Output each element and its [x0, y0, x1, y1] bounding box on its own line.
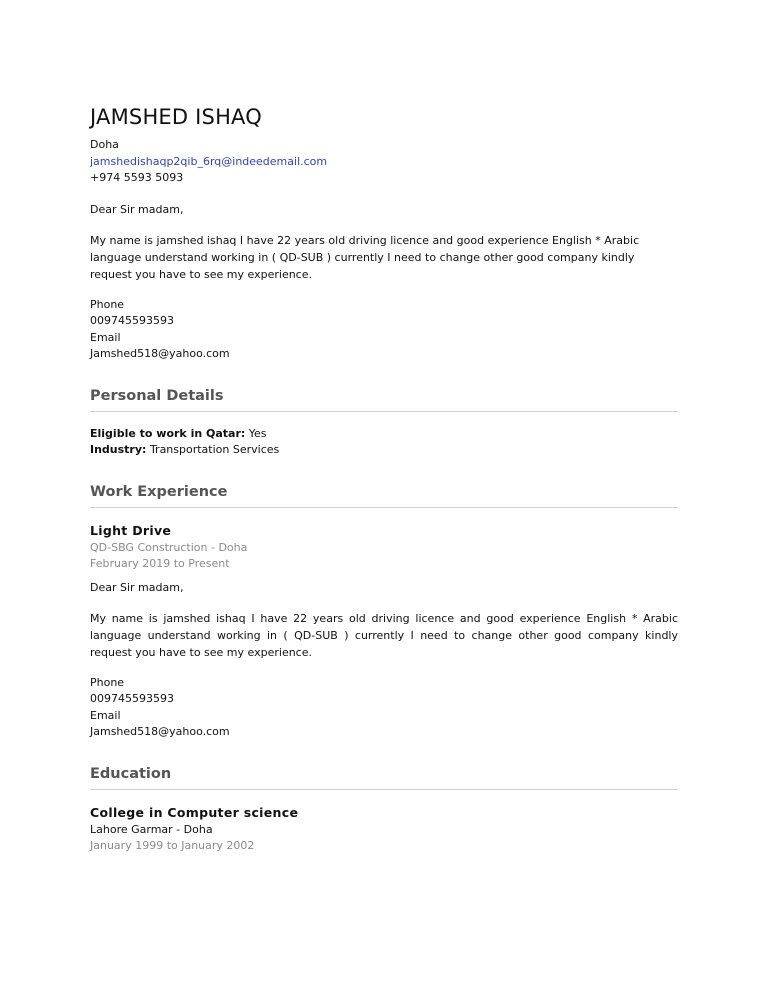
industry-value: Transportation Services — [149, 443, 280, 456]
candidate-phone: +974 5593 5093 — [90, 171, 184, 184]
summary-body: My name is jamshed ishaq I have 22 years old driving licence and good experience English * Arabic language understand working in ( QD-SUB ) currently I need to change other good company kindly request you have to see my experience. — [90, 233, 640, 281]
education-title: Education — [90, 765, 172, 782]
education-school: Lahore Garmar - Doha — [90, 822, 213, 836]
personal-details-section — [90, 385, 678, 459]
section-divider — [90, 789, 678, 790]
eligibility-value: Yes — [248, 426, 267, 440]
industry-row — [90, 442, 678, 459]
eligibility-row — [90, 426, 678, 443]
job-title: Light Drive — [90, 522, 172, 538]
personal-details-title: Personal Details — [90, 387, 224, 404]
job-phone-label: Phone — [90, 675, 125, 689]
job-greeting: Dear Sir madam, — [90, 580, 184, 594]
job-email-value: Jamshed518@yahoo.com — [90, 725, 230, 738]
industry-label: Industry: — [90, 443, 147, 456]
section-divider — [90, 507, 678, 508]
summary-email-label: Email — [90, 330, 121, 344]
summary-phone-label: Phone — [90, 297, 125, 311]
summary-email-value: Jamshed518@yahoo.com — [90, 347, 230, 360]
job-phone-value: 009745593593 — [90, 692, 174, 705]
summary-greeting: Dear Sir madam, — [90, 202, 184, 216]
job-company: QD-SBG Construction - Doha — [90, 540, 248, 554]
candidate-name: JAMSHED ISHAQ — [90, 105, 262, 129]
job-email-label: Email — [90, 708, 121, 722]
education-dates: January 1999 to January 2002 — [90, 839, 255, 852]
job-dates: February 2019 to Present — [90, 557, 230, 570]
education-section — [90, 763, 678, 855]
eligibility-label: Eligible to work in Qatar: — [90, 426, 246, 440]
candidate-email-link[interactable]: jamshedishaqp2qib_6rq@indeedemail.com — [90, 154, 328, 168]
section-divider — [90, 411, 678, 412]
job-description: My name is jamshed ishaq I have 22 years old driving licence and good experience English * Arabic language understand working in ( QD-SUB ) currently I need to change other good company kindly request you have to see my experience. — [90, 611, 678, 659]
summary-phone-value: 009745593593 — [90, 314, 174, 327]
work-experience-section — [90, 481, 678, 741]
education-degree: College in Computer science — [90, 804, 299, 820]
work-experience-title: Work Experience — [90, 483, 228, 500]
candidate-city: Doha — [90, 138, 119, 151]
